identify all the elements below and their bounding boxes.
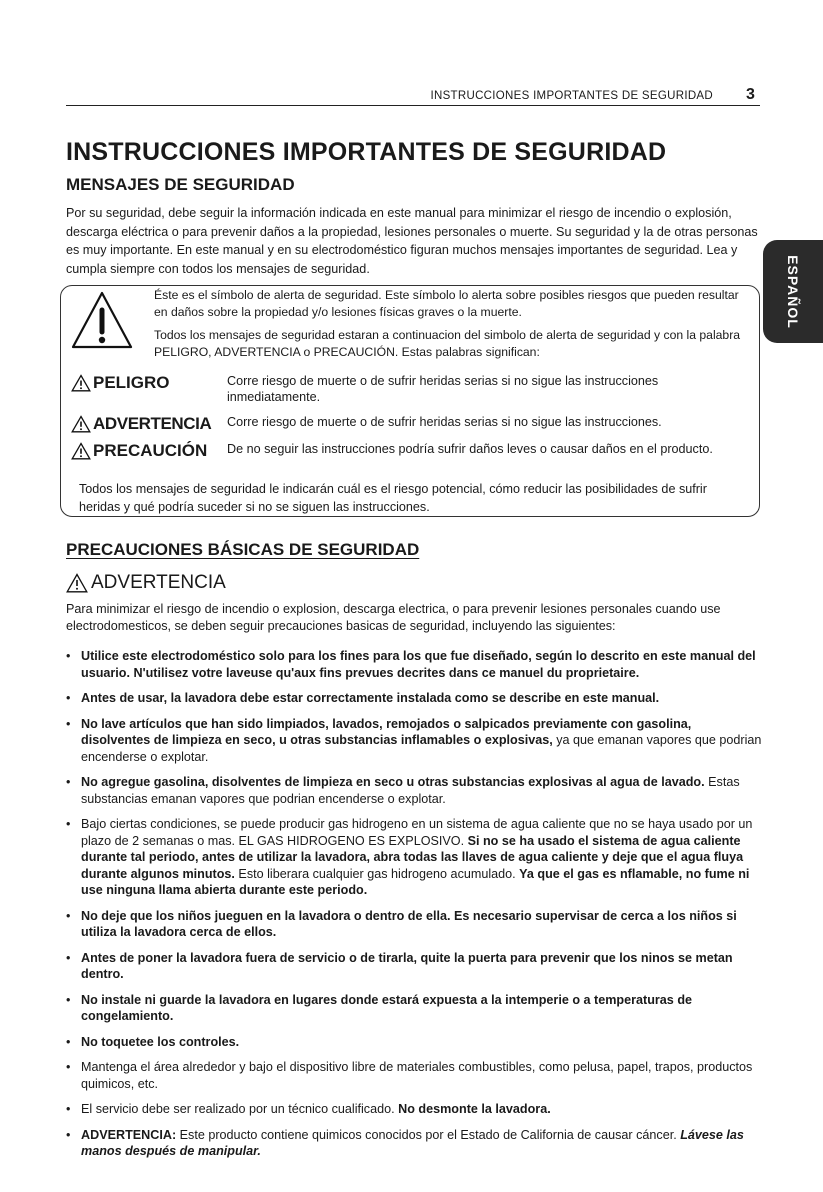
list-item: • ADVERTENCIA: Este producto contiene quimicos conocidos por el Estado de California de causar cáncer. Lávese las manos después de manipular.: [66, 1127, 762, 1160]
running-header: INSTRUCCIONES IMPORTANTES DE SEGURIDAD: [430, 90, 713, 102]
header-rule: [66, 105, 760, 106]
signal-words-explanation: Todos los mensajes de seguridad estaran a continuacion del simbolo de alerta de seguridad y con la palabra PELIGRO, ADVERTENCIA o PRECAUCIÓN. Estas palabras significan:: [154, 328, 741, 359]
list-item: • No agregue gasolina, disolventes de limpieza en seco u otras substancias explosivas al agua de lavado. Estas substancias emanan vapores que podrian encenderse o explotar.: [66, 774, 762, 807]
signal-desc-precaucion: De no seguir las instrucciones podría sufrir daños leves o causar daños en el producto.: [227, 442, 713, 456]
signal-row-peligro: [71, 373, 751, 405]
page-number: 3: [746, 86, 755, 103]
list-item: • No deje que los niños jueguen en la lavadora o dentro de ella. Es necesario supervisar de cerca a los niños si utiliza la lavadora cerca de ellos.: [66, 908, 762, 941]
signal-word-advertencia: ADVERTENCIA: [71, 414, 227, 434]
safety-alert-box: [60, 285, 760, 517]
warning-triangle-icon: [71, 442, 91, 460]
warning-intro: Para minimizar el riesgo de incendio o explosion, descarga electrica, o para prevenir lesiones personales cuando use electrodomesticos, se deben seguir precauciones basicas de seguridad, incluyendo las siguientes:: [66, 602, 721, 633]
safety-messages-heading: MENSAJES DE SEGURIDAD: [66, 175, 295, 194]
signal-desc-advertencia: Corre riesgo de muerte o de sufrir heridas serias si no sigue las instrucciones.: [227, 415, 662, 429]
list-item: • El servicio debe ser realizado por un técnico cualificado. No desmonte la lavadora.: [66, 1101, 762, 1118]
page-title: INSTRUCCIONES IMPORTANTES DE SEGURIDAD: [66, 138, 667, 166]
signal-word-peligro: PELIGRO: [71, 373, 227, 393]
list-item: • No instale ni guarde la lavadora en lugares donde estará expuesta a la intemperie o a temperaturas de congelamiento.: [66, 992, 762, 1025]
signal-word-precaucion: PRECAUCIÓN: [71, 441, 227, 461]
list-item: • No lave artículos que han sido limpiados, lavados, remojados o salpicados previamente con gasolina, disolventes de limpieza en seco, u otras substancias inflamables o explosivas, ya que emanan vapores que podrian encenderse o explotar.: [66, 716, 762, 766]
list-item: • Bajo ciertas condiciones, se puede producir gas hidrogeno en un sistema de agua caliente que no se haya usado por un plazo de 2 semanas o mas. EL GAS HIDROGENO ES EXPLOSIVO. Si no se ha usado el sistema de agua caliente durante tal periodo, antes de utilizar la lavadora, abra todas las llaves de agua caliente y deje que el agua fluya durante algunos minutos. Esto liberara cualquier gas hidrogeno acumulado. Ya que el gas es nflamable, no fume ni use ninguna llama abierta durante este periodo.: [66, 816, 762, 899]
warning-triangle-icon: [66, 573, 88, 593]
language-tab: [763, 240, 823, 343]
warning-title: ADVERTENCIA: [66, 572, 226, 594]
signal-desc-peligro: Corre riesgo de muerte o de sufrir heridas serias si no sigue las instrucciones inmediatamente.: [227, 374, 659, 404]
list-item: • Utilice este electrodoméstico solo para los fines para los que fue diseñado, según lo descrito en este manual del usuario. N'utilisez votre laveuse qu'aux fins prevues decrites dans ce manuel du proprietaire.: [66, 648, 762, 681]
warning-triangle-icon: [71, 374, 91, 392]
safety-messages-intro: Por su seguridad, debe seguir la información indicada en este manual para minimizar el riesgo de incendio o explosión, descarga eléctrica o para prevenir daños a la propiedad, lesiones personales o muerte. Su seguridad y la de otras personas es muy importante. En este manual y en su electrodoméstico figuran muchos mensajes importantes de seguridad. Lea y cumpla siempre con todos los mensajes de seguridad.: [66, 206, 758, 276]
list-item: • Antes de usar, la lavadora debe estar correctamente instalada como se describe en este manual.: [66, 690, 762, 707]
signal-row-precaucion: [71, 441, 751, 461]
warning-triangle-icon: [71, 415, 91, 433]
signal-row-advertencia: [71, 414, 751, 434]
language-tab-label: ESPAÑOL: [785, 254, 802, 329]
precaution-list: [66, 648, 762, 1169]
safety-box-footer: Todos los mensajes de seguridad le indicarán cuál es el riesgo potencial, cómo reducir las posibilidades de sufrir heridas y qué podría suceder si no se siguen las instrucciones.: [79, 482, 707, 514]
safety-alert-symbol-icon: [70, 290, 134, 350]
basic-precautions-heading: PRECAUCIONES BÁSICAS DE SEGURIDAD: [66, 540, 420, 559]
list-item: • No toquetee los controles.: [66, 1034, 762, 1051]
list-item: • Mantenga el área alrededor y bajo el dispositivo libre de materiales combustibles, como pelusa, papel, trapos, productos quimicos, etc.: [66, 1059, 762, 1092]
symbol-explanation: Éste es el símbolo de alerta de seguridad. Este símbolo lo alerta sobre posibles riesgos que pueden resultar en daños sobre la propiedad y/o lesiones físicas graves o la muerte.: [154, 288, 739, 319]
list-item: • Antes de poner la lavadora fuera de servicio o de tirarla, quite la puerta para prevenir que los ninos se metan dentro.: [66, 950, 762, 983]
